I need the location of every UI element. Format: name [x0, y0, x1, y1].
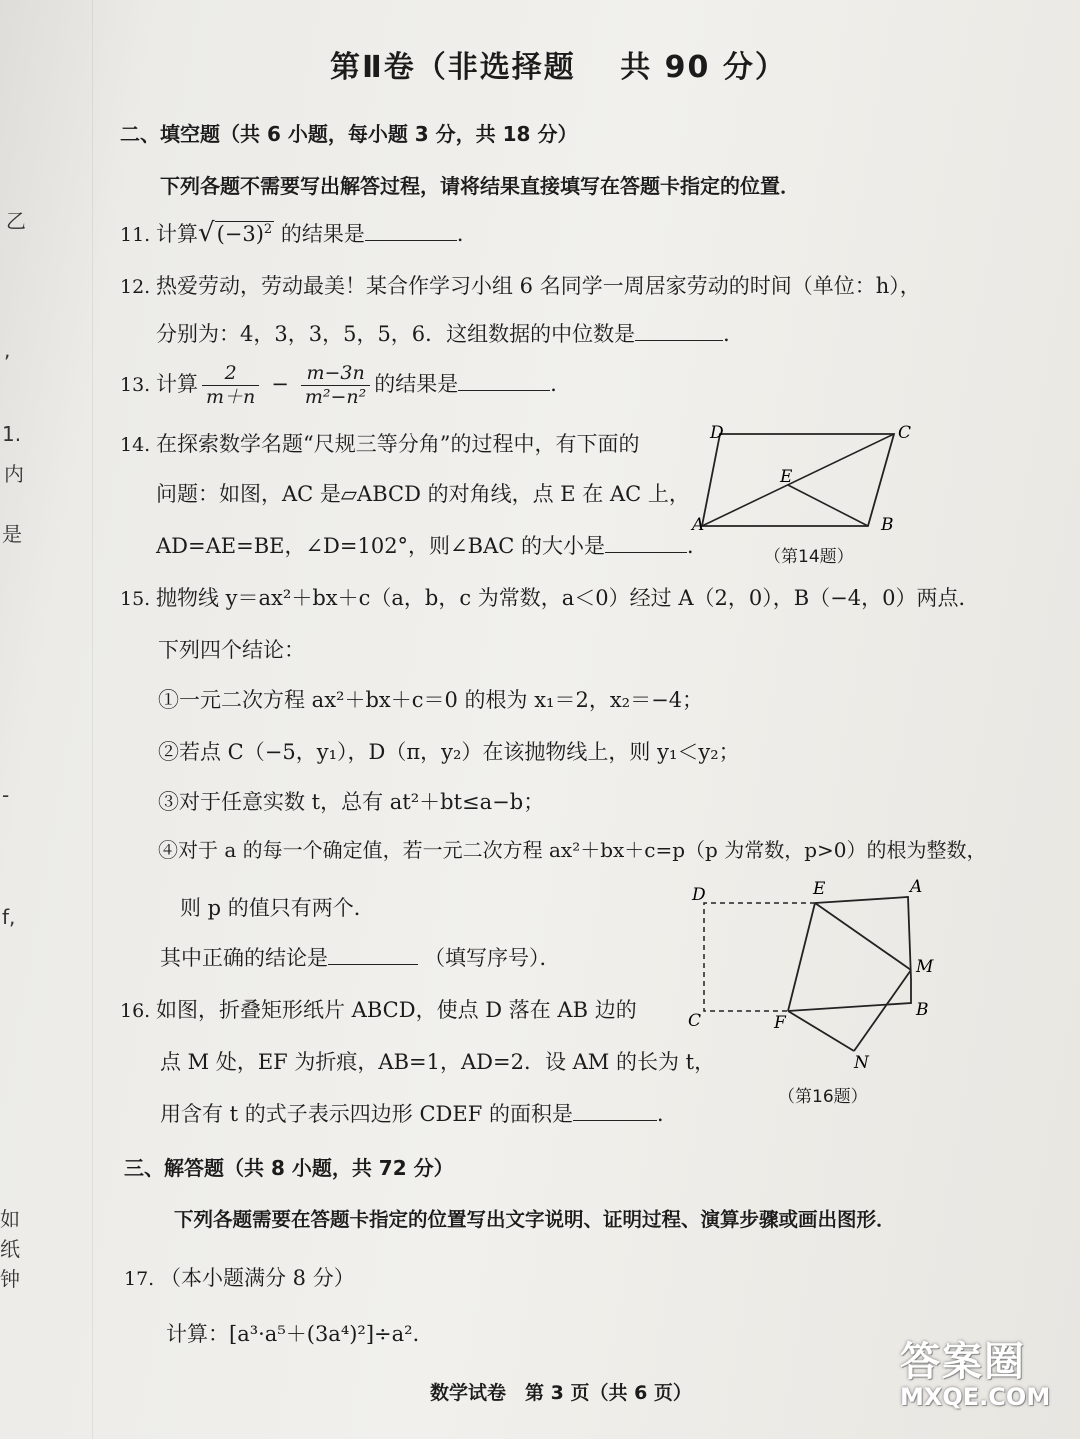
margin-char: 乙	[6, 209, 26, 233]
punctuation: ．	[550, 371, 572, 396]
question-number: 12.	[120, 276, 151, 298]
answer-blank	[605, 532, 687, 553]
conclusion-1: ①一元二次方程 ax²＋bx＋c＝0 的根为 x₁＝2，x₂＝−4；	[158, 688, 704, 712]
conclusion-3: ③对于任意实数 t，总有 at²＋bt≤a−b；	[158, 790, 545, 814]
minus-sign: −	[271, 371, 289, 396]
question-text: AD=AE=BE，∠D=102°，则∠BAC 的大小是	[156, 534, 605, 558]
margin-char: 内	[4, 462, 24, 486]
question-text: 如图，折叠矩形纸片 ABCD，使点 D 落在 AB 边的	[156, 998, 637, 1022]
punctuation: ．	[723, 322, 745, 346]
question-11	[120, 218, 478, 249]
question-number: 13.	[120, 373, 151, 396]
margin-char: 1.	[2, 422, 22, 446]
question-text: 用含有 t 的式子表示四边形 CDEF 的面积是	[160, 1102, 573, 1126]
label-c: C	[898, 423, 912, 443]
radicand-exponent: 2	[263, 222, 273, 237]
label-c: C	[688, 1011, 702, 1031]
punctuation: ．	[456, 222, 478, 246]
question-16-line-1	[120, 998, 637, 1023]
section-3-instruction: 下列各题需要在答题卡指定的位置写出文字说明、证明过程、演算步骤或画出图形．	[174, 1208, 896, 1231]
rectangle-outline	[788, 897, 911, 1011]
question-15-line-2: 下列四个结论：	[158, 638, 305, 662]
question-number: 16.	[120, 1000, 151, 1022]
margin-char: -	[2, 783, 10, 807]
label-e: E	[780, 467, 793, 487]
label-n: N	[854, 1053, 869, 1073]
denominator: m＋n	[206, 385, 256, 408]
radicand-base: (−3)	[216, 222, 264, 246]
question-17-expression: 计算：[a³·a⁵＋(3a⁴)²]÷a²．	[166, 1322, 434, 1346]
watermark-title: 答案圈	[900, 1339, 1026, 1385]
conclusion-4-line-2: 则 p 的值只有两个．	[180, 896, 375, 920]
diagonal-ac	[702, 434, 894, 526]
question-text: 在探索数学名题“尺规三等分角”的过程中，有下面的	[156, 432, 640, 456]
page-footer: 数学试卷 第 3 页（共 6 页）	[430, 1382, 692, 1404]
answer-blank	[328, 944, 418, 965]
page-edge-shadow	[92, 0, 93, 1439]
numerator: 2	[202, 362, 259, 386]
segment-fn	[788, 1011, 854, 1051]
question-text: 计算	[156, 371, 198, 396]
question-14-line-1	[120, 432, 639, 457]
segment-be	[788, 485, 868, 526]
question-15-line-1	[120, 586, 979, 611]
label-e: E	[813, 879, 826, 899]
label-d: D	[710, 423, 724, 443]
question-number: 11.	[120, 224, 151, 246]
margin-char: f,	[2, 905, 16, 929]
watermark-logo	[900, 1330, 1070, 1430]
figure-16-folded-rectangle	[680, 872, 950, 1078]
question-number: 15.	[120, 588, 151, 610]
answer-blank	[635, 320, 723, 341]
question-text: 其中正确的结论是	[160, 946, 328, 970]
question-14-line-3	[156, 532, 708, 559]
question-text: 抛物线 y＝ax²＋bx＋c（a，b，c 为常数，a＜0）经过 A（2，0），B（−4，0）两点．	[156, 586, 980, 610]
section-3-heading: 三、解答题（共 8 小题，共 72 分）	[124, 1156, 454, 1180]
crease-ef	[788, 903, 815, 1011]
question-15-ask	[160, 944, 561, 971]
question-number: 17.	[124, 1268, 155, 1290]
answer-blank	[365, 220, 457, 241]
label-f: F	[774, 1013, 786, 1033]
conclusion-2: ②若点 C（−5，y₁），D（π，y₂）在该抛物线上，则 y₁＜y₂；	[158, 740, 740, 764]
label-a: A	[910, 877, 923, 897]
question-14-line-2: 问题：如图，AC 是▱ABCD 的对角线，点 E 在 AC 上，	[156, 482, 690, 506]
section-2-instruction: 下列各题不需要写出解答过程，请将结果直接填写在答题卡指定的位置．	[160, 174, 800, 198]
radicand	[215, 221, 275, 247]
punctuation: ．	[656, 1102, 678, 1126]
conclusion-4-line-1: ④对于 a 的每一个确定值，若一元二次方程 ax²＋bx＋c=p（p 为常数，p>0）的根为整数，	[158, 838, 987, 862]
section-2-heading: 二、填空题（共 6 小题，每小题 3 分，共 18 分）	[120, 122, 578, 146]
fraction-1	[202, 362, 259, 409]
label-b: B	[916, 1000, 929, 1020]
numerator: m−3n	[301, 362, 370, 386]
label-m: M	[916, 957, 934, 977]
sqrt-sign: √	[198, 218, 215, 248]
question-16-line-2: 点 M 处，EF 为折痕，AB=1，AD=2．设 AM 的长为 t，	[160, 1050, 716, 1074]
paper-title: 第Ⅱ卷（非选择题 共 90 分）	[330, 50, 787, 85]
question-17-head	[124, 1266, 355, 1291]
margin-char: 纸	[0, 1237, 20, 1261]
answer-blank	[458, 370, 550, 391]
question-text: 分别为：4，3，3，5，5，6．这组数据的中位数是	[156, 322, 636, 346]
original-flap-dashed	[704, 903, 815, 1011]
margin-char: ,	[4, 338, 11, 362]
figure-14-caption: （第14题）	[764, 547, 854, 567]
question-text: 计算	[156, 222, 198, 246]
label-d: D	[692, 885, 706, 905]
fraction-2	[301, 362, 370, 409]
margin-char: 如	[0, 1207, 20, 1231]
question-text: 热爱劳动，劳动最美！某合作学习小组 6 名同学一周居家劳动的时间（单位：h），	[156, 274, 921, 298]
question-text: （填写序号）．	[424, 946, 561, 970]
question-13	[120, 362, 571, 409]
label-a: A	[692, 515, 705, 535]
denominator: m²−n²	[304, 385, 367, 408]
answer-blank	[573, 1100, 657, 1121]
question-text: 的结果是	[274, 222, 365, 246]
margin-char: 钟	[0, 1267, 20, 1291]
question-text: 的结果是	[374, 371, 459, 396]
question-text: （本小题满分 8 分）	[160, 1266, 355, 1290]
segment-em	[815, 903, 911, 970]
segment-mn	[854, 970, 911, 1051]
question-12-line-1	[120, 274, 921, 299]
question-12-line-2	[156, 320, 744, 347]
punctuation: ．	[687, 534, 708, 558]
figure-16-caption: （第16题）	[778, 1087, 868, 1107]
margin-char: 是	[2, 522, 22, 546]
question-16-line-3	[160, 1100, 678, 1127]
figure-14-parallelogram	[688, 418, 928, 542]
watermark-url: MXQE.COM	[900, 1383, 1051, 1411]
label-b: B	[881, 515, 894, 535]
question-number: 14.	[120, 434, 151, 456]
